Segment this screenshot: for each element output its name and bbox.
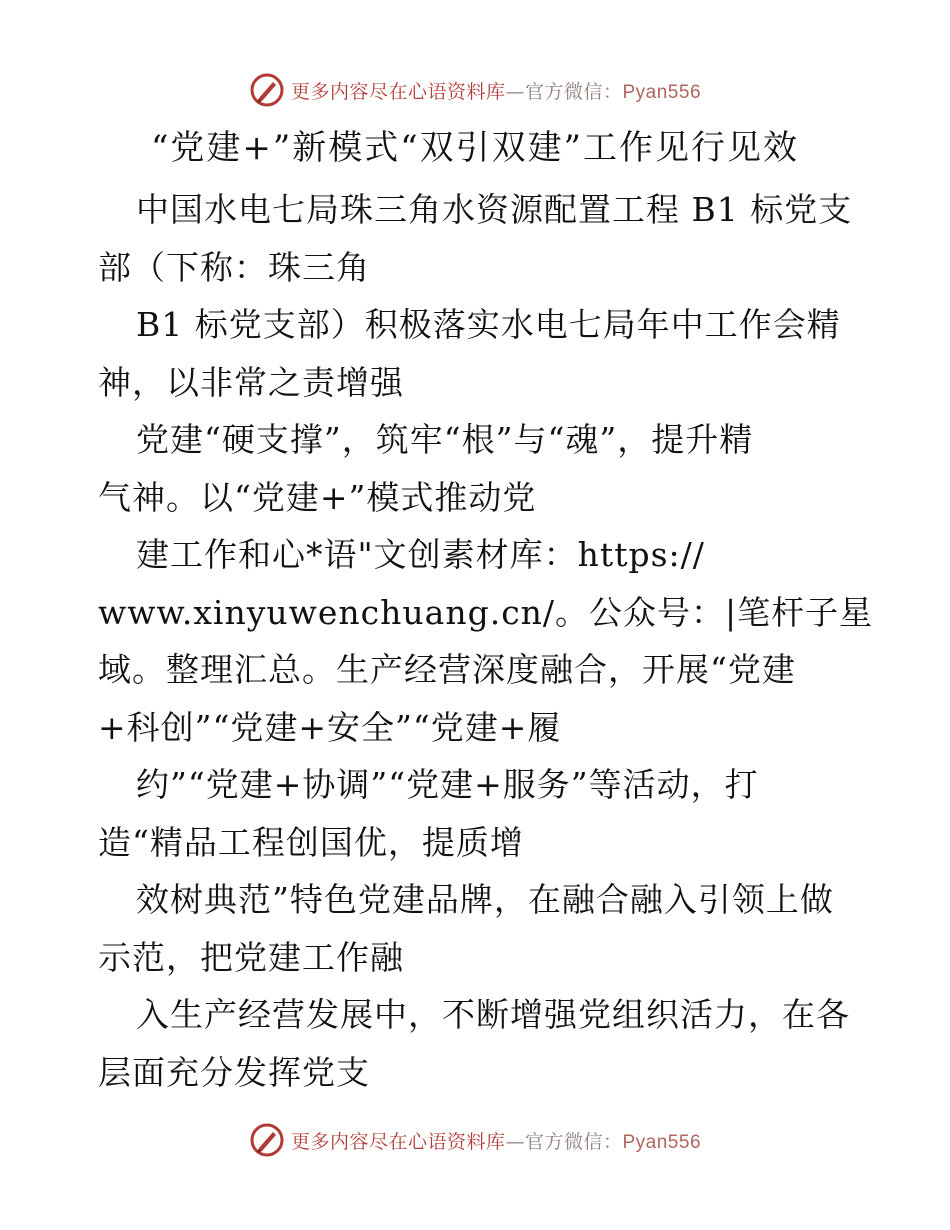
watermark-group: [249, 1122, 701, 1158]
paragraph-line: 层面充分发挥党支: [98, 1052, 370, 1092]
paragraph-line: 造“精品工程创国优，提质增: [98, 822, 524, 862]
footer-watermark: [0, 1120, 950, 1160]
paragraph-line: B1 标党支部）积极落实水电七局年中工作会精: [136, 305, 841, 344]
watermark-group: [249, 72, 701, 108]
paragraph-line: 约”“党建+协调”“党建+服务”等活动，打: [136, 765, 759, 804]
watermark-text: 更多内容尽在心语资料库—官方微信：Pyan556: [290, 1130, 702, 1153]
paragraph-line: 中国水电七局珠三角水资源配置工程 B1 标党支: [136, 190, 853, 229]
paragraph-line: 建工作和心*语"文创素材库：https://: [136, 535, 705, 574]
document-body: [98, 181, 874, 1101]
paragraph-line: +科创”“党建+安全”“党建+履: [98, 707, 562, 747]
paragraph-line: 部（下称：珠三角: [98, 247, 370, 287]
pen-seal-logo-icon: [249, 72, 285, 108]
paragraph-line: 域。整理汇总。生产经营深度融合，开展“党建: [98, 650, 796, 689]
header-watermark: [0, 70, 950, 110]
paragraph-line: 气神。以“党建+”模式推动党: [98, 477, 537, 517]
watermark-text: 更多内容尽在心语资料库—官方微信：Pyan556: [290, 80, 702, 103]
paragraph-line: 效树典范”特色党建品牌，在融合融入引领上做: [136, 880, 834, 919]
pen-seal-logo-icon: [249, 1122, 285, 1158]
paragraph-line: 神，以非常之责增强: [98, 362, 404, 402]
paragraph-line: 党建“硬支撑”，筑牢“根”与“魂”，提升精: [136, 420, 754, 459]
paragraph-line: 示范，把党建工作融: [98, 937, 404, 977]
paragraph-line: www.xinyuwenchuang.cn/。公众号：|笔杆子星: [98, 592, 874, 632]
document-title: “党建+”新模式“双引双建”工作见行见效: [150, 128, 799, 168]
paragraph-line: 入生产经营发展中，不断增强党组织活力，在各: [136, 995, 850, 1034]
